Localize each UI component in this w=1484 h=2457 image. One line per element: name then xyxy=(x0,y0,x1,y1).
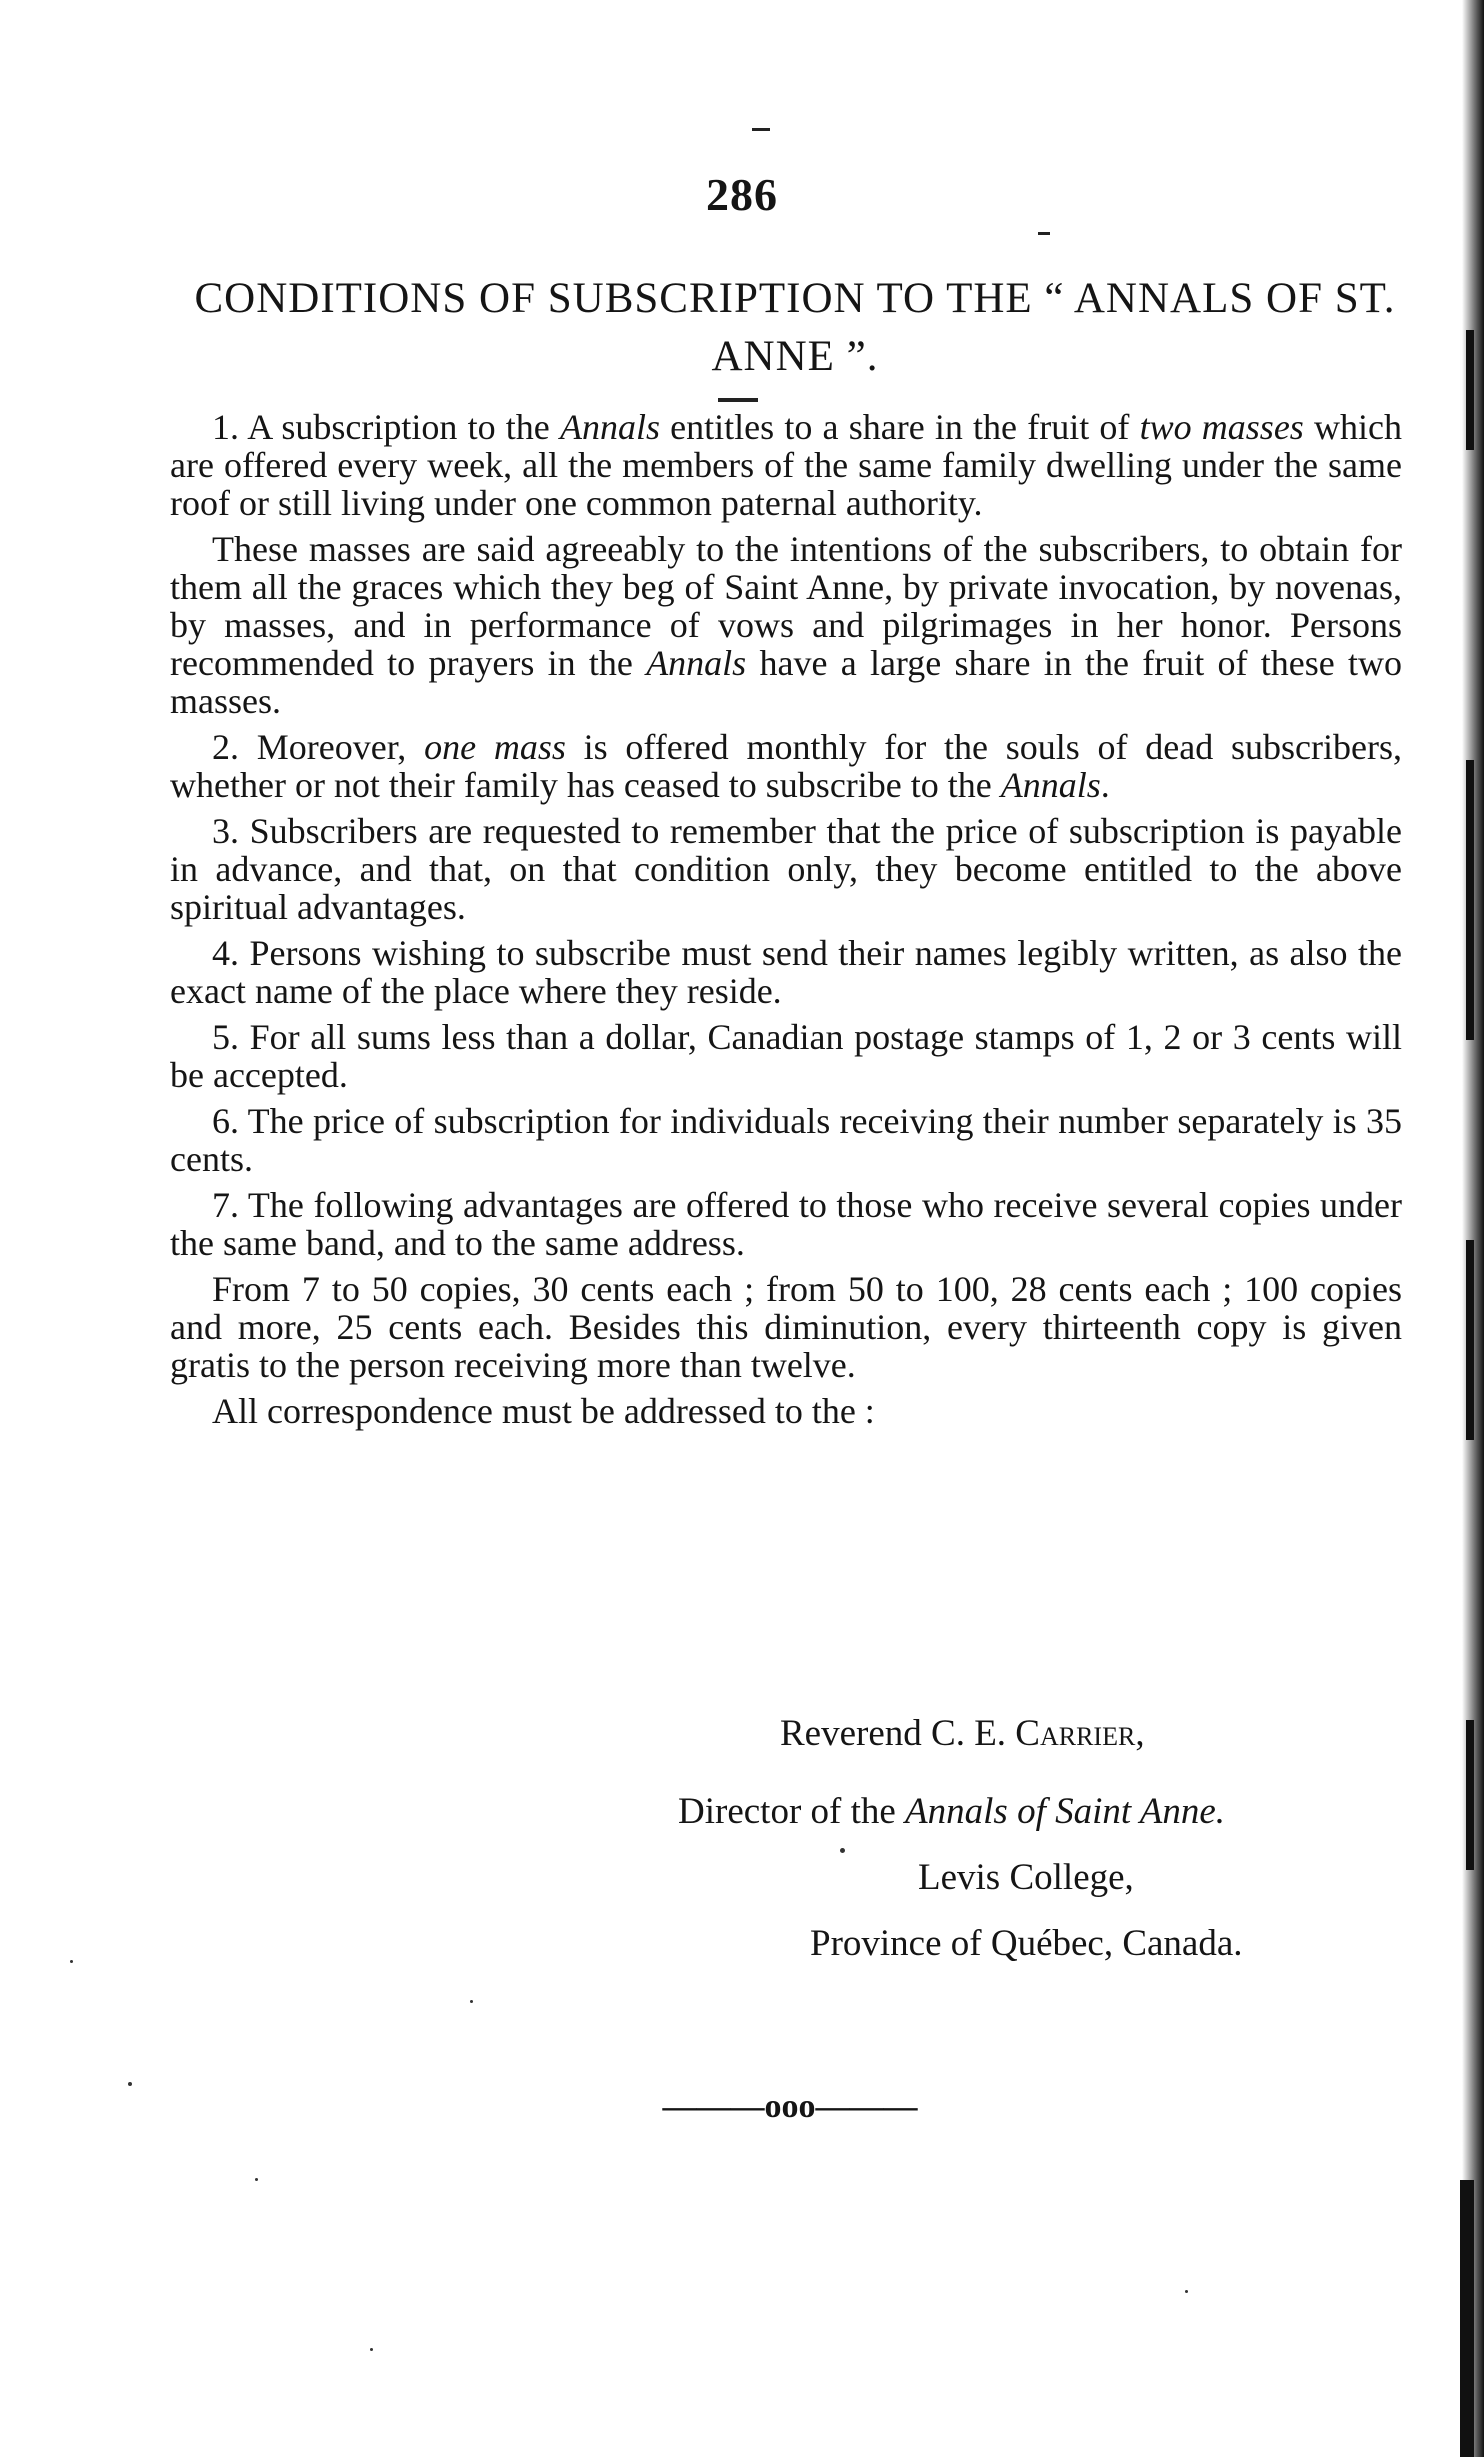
end-ornament: ———ooo——— xyxy=(662,2088,918,2125)
ink-speck xyxy=(255,2178,258,2181)
stray-mark xyxy=(752,128,770,131)
signature-name: Reverend C. E. Carrier, xyxy=(780,1713,1145,1754)
correspondence-paragraph: All correspondence must be addressed to the : xyxy=(212,1391,875,1431)
signature-college: Levis College, xyxy=(918,1857,1134,1898)
page-title: CONDITIONS OF SUBSCRIPTION TO THE “ ANNALS OF ST. ANNE ”. xyxy=(194,275,1396,380)
condition-number: 1. xyxy=(212,407,239,447)
page-edge-mark xyxy=(1466,1720,1474,1870)
condition-7: 7. The following advantages are offered to those who receive several copies under the same band, and to the same address. xyxy=(170,1185,1402,1263)
condition-6: 6. The price of subscription for individuals receiving their number separately is 35 cents. xyxy=(170,1101,1402,1179)
condition-number: 7. xyxy=(212,1185,239,1225)
condition-4: 4. Persons wishing to subscribe must send their names legibly written, as also the exact name of the place where they reside. xyxy=(170,933,1402,1011)
masses-paragraph: These masses are said agreeably to the intentions of the subscribers, to obtain for them all the graces which they beg of Saint Anne, by private invocation, by novenas, by masses, and in performance of vows and pilgrimages in her honor. Persons recommended to prayers in the Annals have a large share in the fruit of these two masses. xyxy=(170,529,1402,721)
signature-address: Province of Québec, Canada. xyxy=(810,1923,1243,1964)
condition-2: 2. Moreover, one mass is offered monthly for the souls of dead subscribers, whether or not their family has ceased to subscribe to the Annals. xyxy=(170,727,1402,805)
condition-number: 4. xyxy=(212,933,239,973)
condition-number: 2. xyxy=(212,727,239,767)
ink-speck xyxy=(470,2000,473,2003)
page-number: 286 xyxy=(706,169,778,220)
pricing-paragraph: From 7 to 50 copies, 30 cents each ; from 50 to 100, 28 cents each ; 100 copies and more, 25 cents each. Besides this diminution, every thirteenth copy is given gratis to the person receiving more than twelve. xyxy=(170,1269,1402,1385)
ink-speck xyxy=(370,2348,373,2351)
condition-1: 1. A subscription to the Annals entitles to a share in the fruit of two masses which are offered every week, all the members of the same family dwelling under the same roof or still living under one common paternal authority. xyxy=(170,407,1402,523)
ink-speck xyxy=(70,1960,73,1963)
page-edge-mark xyxy=(1466,1240,1474,1440)
title-divider xyxy=(718,398,758,402)
page-edge-mark xyxy=(1460,2180,1474,2457)
condition-number: 5. xyxy=(212,1017,239,1057)
condition-5: 5. For all sums less than a dollar, Canadian postage stamps of 1, 2 or 3 cents will be accepted. xyxy=(170,1017,1402,1095)
ink-speck xyxy=(1185,2290,1188,2293)
signature-title: Director of the Annals of Saint Anne. xyxy=(678,1791,1226,1832)
page-edge-mark xyxy=(1466,760,1474,1040)
condition-number: 3. xyxy=(212,811,239,851)
subscription-conditions xyxy=(170,408,1402,1438)
condition-3: 3. Subscribers are requested to remember that the price of subscription is payable in advance, and that, on that condition only, they become entitled to the above spiritual advantages. xyxy=(170,811,1402,927)
ink-speck xyxy=(128,2082,132,2086)
condition-number: 6. xyxy=(212,1101,239,1141)
page-edge-mark xyxy=(1466,330,1474,450)
stray-mark xyxy=(1038,232,1050,235)
ink-speck xyxy=(840,1848,845,1853)
